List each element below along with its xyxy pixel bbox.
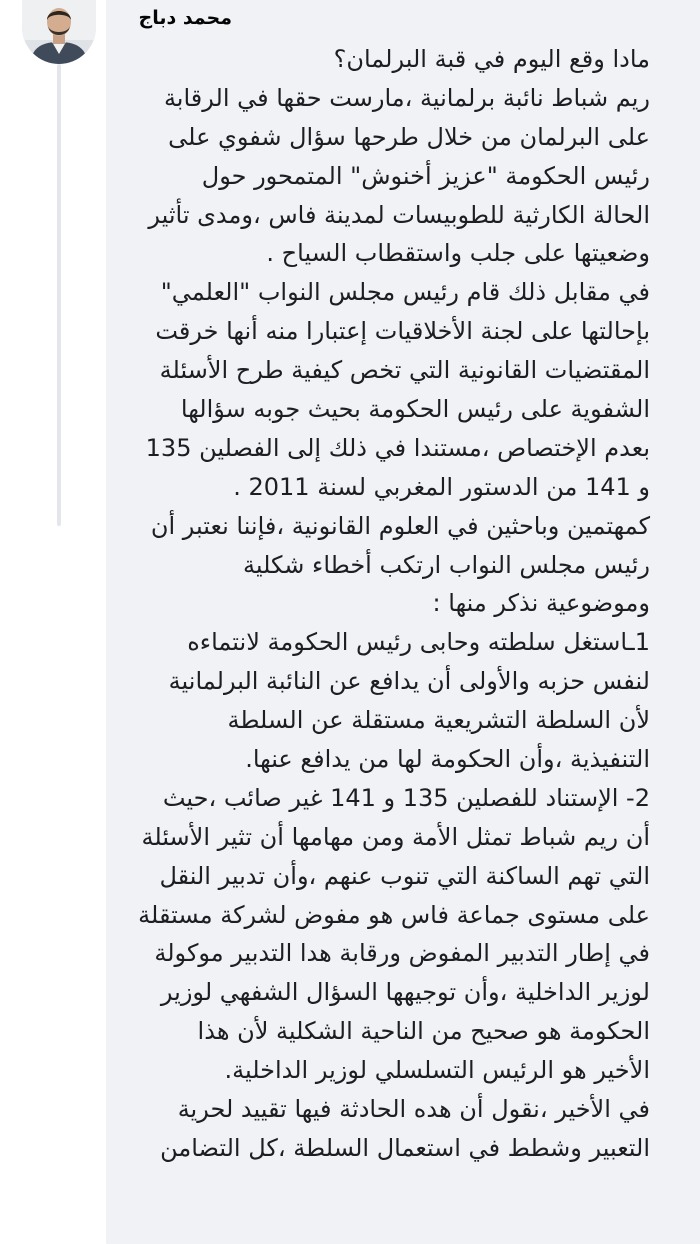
comment-text-line: الحكومة هو صحيح من الناحية الشكلية لأن هذا <box>197 1017 650 1046</box>
comment-text-line: أن ريم شباط تمثل الأمة ومن مهامها أن تثير الأسئلة <box>141 822 650 851</box>
comment-text-line: التنفيذية ،وأن الحكومة لها من يدافع عنها. <box>245 745 650 774</box>
comment-text-line: الحالة الكارثية للطوبيسات لمدينة فاس ،ومدى تأثير <box>148 200 650 229</box>
comment-text-line: التعبير وشطط في استعمال السلطة ،كل التضامن <box>160 1133 650 1162</box>
comment-text-line: رئيس مجلس النواب ارتكب أخطاء شكلية <box>243 550 650 579</box>
comment-text-line: بإحالتها على لجنة الأخلاقيات إعتبارا منه أنها خرقت <box>155 317 650 346</box>
comment-text-line: في الأخير ،نقول أن هده الحادثة فيها تقييد لحرية <box>177 1095 650 1124</box>
comment-text-line: بعدم الإختصاص ،مستندا في ذلك إلى الفصلين 135 <box>145 433 650 462</box>
comment-text-line: وموضوعية نذكر منها : <box>432 589 650 618</box>
comment-body <box>130 40 650 1168</box>
comment-text-line: 2- الإستناد للفصلين 135 و 141 غير صائب ،حيث <box>162 783 650 812</box>
comment-text-line: لنفس حزبه والأولى أن يدافع عن النائبة البرلمانية <box>168 667 650 696</box>
comment-text-line: و 141 من الدستور المغربي لسنة 2011 . <box>233 472 650 501</box>
comment-text-line: على مستوى جماعة فاس هو مفوض لشركة مستقلة <box>138 900 650 929</box>
comment-text-line: لوزير الداخلية ،وأن توجيهها السؤال الشفهي لوزير <box>160 978 650 1007</box>
comment-text-line: الأخير هو الرئيس التسلسلي لوزير الداخلية. <box>224 1056 650 1085</box>
comment-text-line: ريم شباط نائبة برلمانية ،مارست حقها في الرقابة <box>163 83 650 112</box>
comment-text-line: رئيس الحكومة "عزيز أخنوش" المتمحور حول <box>201 161 650 190</box>
comment-text-line: التي تهم الساكنة التي تنوب عنهم ،وأن تدبير النقل <box>159 861 650 890</box>
comment-text-line: وضعيتها على جلب واستقطاب السياح . <box>266 239 650 268</box>
reply-thread-line <box>57 64 61 526</box>
comment-text-line: في مقابل ذلك قام رئيس مجلس النواب "العلمي" <box>160 278 650 307</box>
comment-text-line: لأن السلطة التشريعية مستقلة عن السلطة <box>227 706 650 735</box>
comment-author-name[interactable]: محمد دباج <box>138 7 232 29</box>
comment-text-line: الشفوية على رئيس الحكومة بحيث جوبه سؤالها <box>180 395 650 424</box>
comment-text-line: كمهتمين وباحثين في العلوم القانونية ،فإننا نعتبر أن <box>150 511 650 540</box>
comment-text-line: المقتضيات القانونية التي تخص كيفية طرح الأسئلة <box>159 356 650 385</box>
comment-text-line: في إطار التدبير المفوض ورقابة هدا التدبير موكولة <box>154 939 650 968</box>
comment-text-line: 1ـاستغل سلطته وحابى رئيس الحكومة لانتماءه <box>187 628 650 657</box>
comment-text-line: على البرلمان من خلال طرحها سؤال شفوي على <box>168 122 650 151</box>
comment-text-line: مادا وقع اليوم في قبة البرلمان؟ <box>333 45 650 73</box>
profile-photo-icon <box>22 0 96 64</box>
avatar[interactable] <box>22 0 96 64</box>
